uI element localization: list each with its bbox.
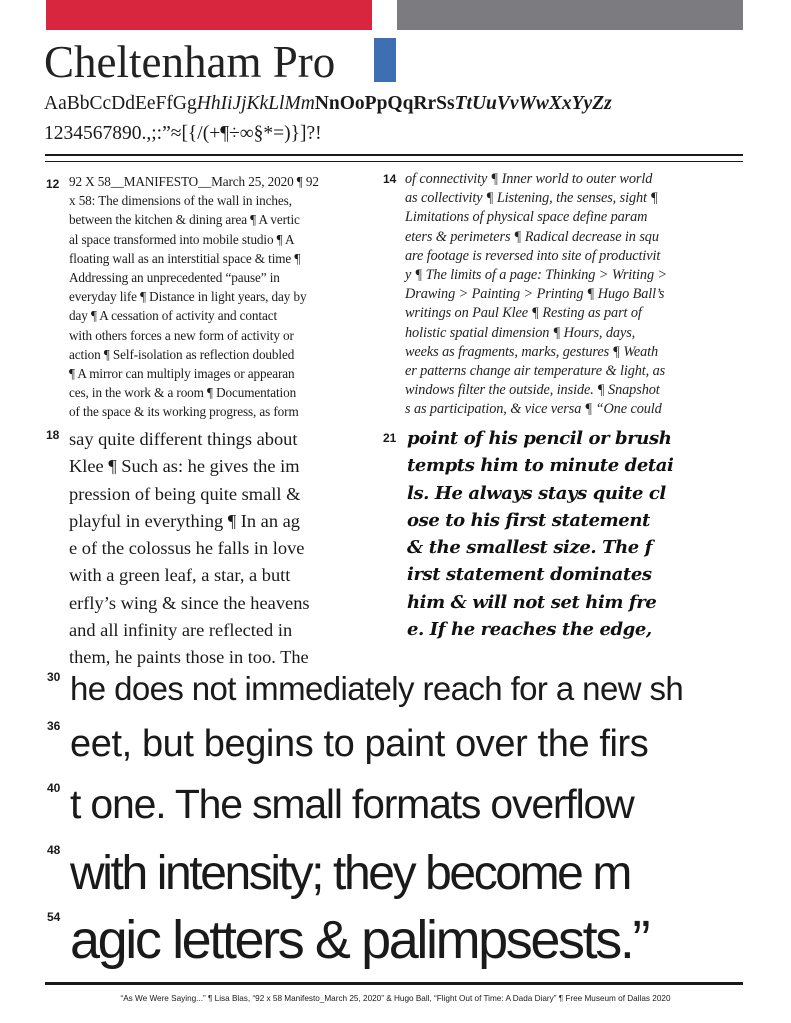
- text-line: are footage is reversed into site of productivit: [405, 247, 661, 264]
- alphabet-bold-italic: TtUuVvWwXxYyZz: [454, 93, 612, 114]
- paragraph: [69, 172, 319, 422]
- text-line: s as participation, & vice versa ¶ “One could: [405, 401, 662, 418]
- footer-credits: “As We Were Saying...” ¶ Lisa Blas, “92 x 58 Manifesto_March 25, 2020” & Hugo Ball, “Flight Out of Time: A Dada Diary” ¶ Free Museum of Dallas 2020: [120, 994, 671, 1003]
- text-line: pression of being quite small &: [69, 483, 301, 504]
- text-line: al space transformed into mobile studio ¶ A: [69, 231, 295, 247]
- size-label: 12: [46, 177, 60, 191]
- text-line: Klee ¶ Such as: he gives the im: [69, 456, 300, 477]
- text-line: ¶ A mirror can multiply images or appearan: [69, 366, 295, 382]
- text-line: irst statement dominates: [407, 564, 652, 586]
- text-line: of connectivity ¶ Inner world to outer world: [405, 171, 653, 187]
- top-rule-thick: [45, 154, 743, 156]
- text-line: Drawing > Painting > Printing ¶ Hugo Ball’s: [405, 286, 665, 303]
- text-line: with others forces a new form of activity or: [69, 327, 294, 343]
- display-line: eet, but begins to paint over the firs: [70, 723, 649, 765]
- text-line: them, he paints those in too. The: [69, 647, 309, 668]
- top-rule-thin: [45, 161, 743, 162]
- red-color-bar: [46, 0, 372, 30]
- size-label: 18: [46, 428, 60, 442]
- text-line: windows filter the outside, inside. ¶ Snapshot: [405, 382, 660, 399]
- text-line: erfly’s wing & since the heavens: [69, 592, 310, 613]
- alphabet-italic: HhIiJjKkLlMm: [196, 93, 315, 114]
- text-line: ls. He always stays quite cl: [407, 482, 666, 504]
- gray-color-bar: [397, 0, 743, 30]
- text-line: weeks as fragments, marks, gestures ¶ Weath: [405, 343, 659, 360]
- text-line: with a green leaf, a star, a butt: [69, 565, 291, 586]
- text-line: point of his pencil or brush: [407, 428, 672, 449]
- size-label: 48: [47, 843, 61, 857]
- display-line: with intensity; they become m: [70, 847, 631, 900]
- display-line: agic letters & palimpsests.”: [70, 910, 649, 970]
- text-line: day ¶ A cessation of activity and contact: [69, 308, 278, 324]
- text-line: action ¶ Self-isolation as reflection doubled: [69, 346, 295, 362]
- text-line: & the smallest size. The f: [407, 537, 653, 559]
- alphabet-regular: AaBbCcDdEeFfGg: [44, 93, 197, 114]
- text-line: 92 X 58__MANIFESTO__March 25, 2020 ¶ 92: [69, 174, 319, 189]
- text-line: tempts him to minute detai: [407, 455, 674, 477]
- text-line: as collectivity ¶ Listening, the senses, sight ¶: [405, 190, 658, 207]
- text-line: er patterns change air temperature & light, as: [405, 363, 666, 380]
- display-line: t one. The small formats overflow: [70, 781, 634, 827]
- display-line: he does not immediately reach for a new sh: [70, 670, 684, 707]
- text-line: Limitations of physical space define param: [405, 209, 648, 226]
- digits-specimen: 1234567890.,;:”≈[{/(+¶÷∞§*=)}]?!: [44, 123, 322, 144]
- size-label: 21: [383, 431, 397, 445]
- text-line: e. If he reaches the edge,: [407, 619, 652, 641]
- text-line: floating wall as an interstitial space & time ¶: [69, 250, 301, 266]
- text-line: ces, in the work & a room ¶ Documentation: [69, 385, 297, 401]
- text-line: Addressing an unprecedented “pause” in: [69, 270, 280, 286]
- paragraph: [405, 170, 667, 420]
- size-label: 54: [47, 910, 61, 924]
- size-label: 36: [47, 719, 61, 733]
- paragraph: [407, 425, 673, 643]
- text-line: him & will not set him fre: [407, 591, 657, 613]
- alphabet-bold: NnOoPpQqRrSs: [314, 93, 455, 114]
- text-line: everyday life ¶ Distance in light years, day by: [69, 289, 307, 305]
- size-label: 40: [47, 781, 61, 795]
- text-line: eters & perimeters ¶ Radical decrease in squ: [405, 228, 659, 245]
- text-line: writings on Paul Klee ¶ Resting as part of: [405, 305, 642, 322]
- text-line: say quite different things about: [69, 429, 298, 449]
- text-line: y ¶ The limits of a page: Thinking > Writing >: [405, 267, 668, 284]
- blue-color-block: [374, 38, 396, 82]
- font-title: Cheltenham Pro: [44, 37, 336, 87]
- size-label: 14: [383, 172, 397, 186]
- text-line: holistic spatial dimension ¶ Hours, days,: [405, 324, 636, 341]
- text-line: x 58: The dimensions of the wall in inches,: [69, 193, 292, 209]
- text-line: ose to his first statement: [407, 509, 650, 531]
- text-line: and all infinity are reflected in: [69, 620, 293, 641]
- text-line: between the kitchen & dining area ¶ A vertic: [69, 212, 300, 228]
- size-label: 30: [47, 670, 61, 684]
- text-line: e of the colossus he falls in love: [69, 538, 305, 559]
- alphabet-specimen: [44, 90, 612, 118]
- paragraph: [69, 426, 310, 672]
- text-line: of the space & its working progress, as form: [69, 404, 299, 420]
- bottom-rule: [45, 982, 743, 985]
- text-line: playful in everything ¶ In an ag: [69, 510, 300, 531]
